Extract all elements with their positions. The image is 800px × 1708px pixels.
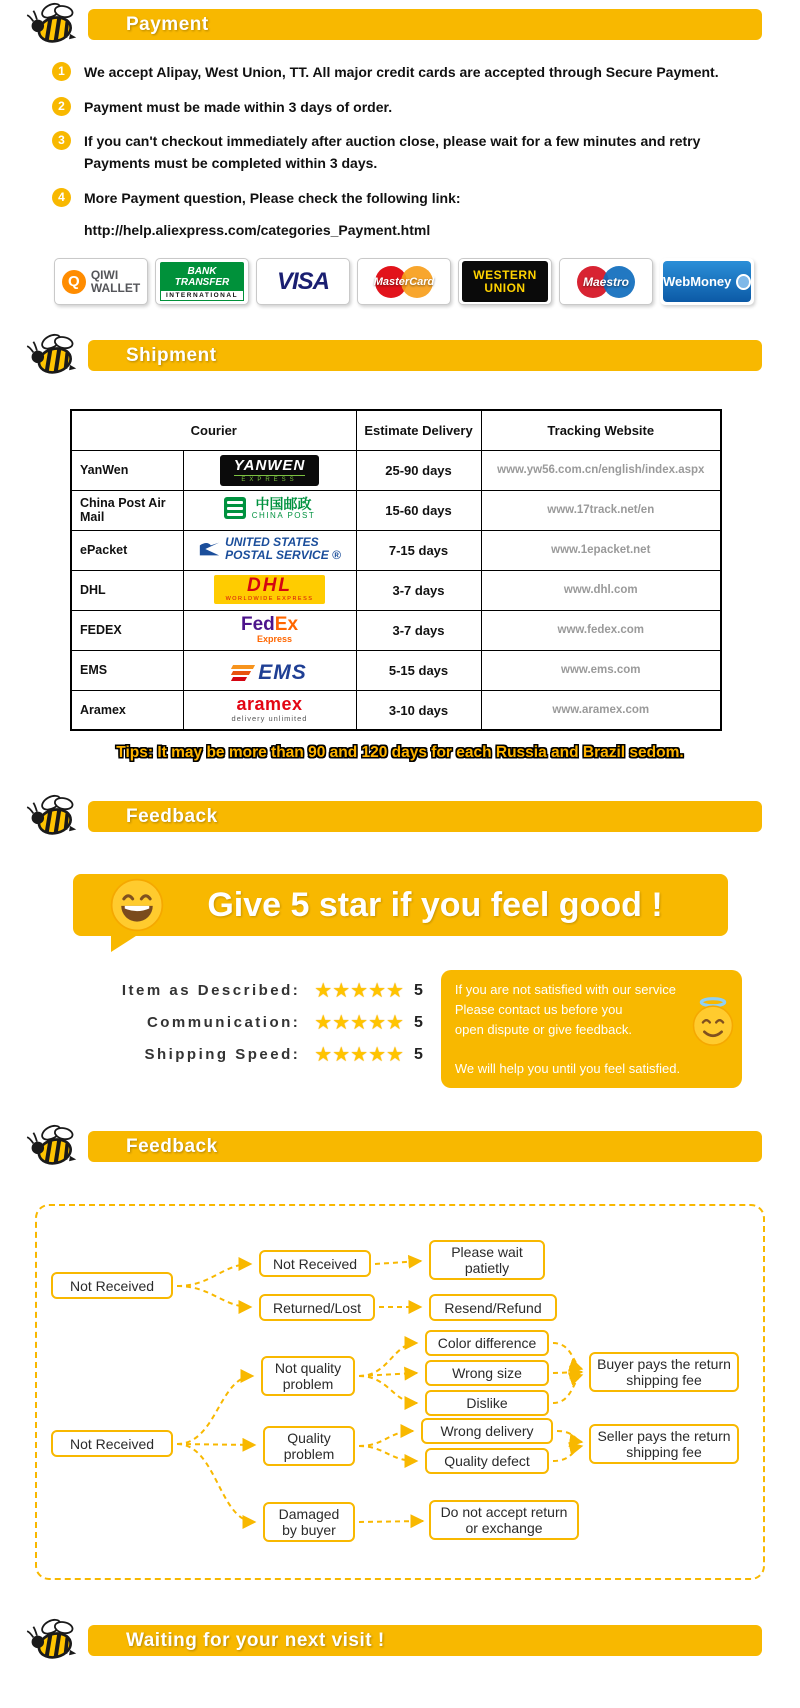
- flow-node-resend-refund: Resend/Refund: [429, 1294, 557, 1321]
- payment-item: [52, 97, 760, 119]
- aramex-label: aramex: [236, 693, 303, 714]
- china-post-cn-label: 中国邮政: [255, 495, 312, 512]
- payment-help-link: http://help.aliexpress.com/categories_Payment.html: [84, 222, 431, 239]
- footer-section-header: [0, 1616, 800, 1668]
- tracking-url: www.aramex.com: [481, 690, 721, 730]
- table-row: [71, 490, 721, 530]
- courier-name: EMS: [71, 650, 183, 690]
- bank-transfer-sublabel: INTERNATIONAL: [160, 291, 244, 301]
- tracking-url: www.1epacket.net: [481, 530, 721, 570]
- flowchart-banner: [88, 1131, 762, 1162]
- satisfaction-notice: [441, 970, 742, 1088]
- tracking-url: www.ems.com: [481, 650, 721, 690]
- qiwi-label2: WALLET: [90, 280, 141, 295]
- bee-icon: [24, 792, 82, 842]
- notice-line: If you are not satisfied with our service: [454, 982, 676, 998]
- bank-transfer-label: BANK TRANSFER: [160, 262, 244, 291]
- flowchart-title: Feedback: [126, 1136, 218, 1158]
- courier-logo-cell: [183, 650, 356, 690]
- maestro-label: Maestro: [582, 274, 629, 289]
- payment-item-text: If you can't checkout immediately after auction close, please wait for a few minutes and retry Payments must be completed within 3 days.: [84, 133, 701, 172]
- shipping-tips: Tips: It may be more than 90 and 120 days for each Russia and Brazil sedom.: [116, 744, 684, 762]
- rating-label: Item as Described:: [121, 982, 301, 1000]
- usps-label2: POSTAL SERVICE ®: [225, 548, 341, 563]
- five-star-banner: [73, 874, 728, 936]
- notice-line: We will help you until you feel satisfied.: [454, 1061, 681, 1077]
- yanwen-logo: [220, 455, 320, 486]
- tracking-url: www.fedex.com: [481, 610, 721, 650]
- flow-node-not-quality-problem: Not quality problem: [261, 1356, 355, 1396]
- flow-node-quality-defect: Quality defect: [425, 1448, 549, 1474]
- angel-emoji-icon: [688, 996, 738, 1055]
- item-number-badge: 1: [52, 62, 71, 81]
- dispute-flowchart: [35, 1204, 765, 1580]
- usps-label1: UNITED STATES: [225, 534, 319, 549]
- flow-node-not-received-mid: Not Received: [259, 1250, 371, 1277]
- col-tracking: Tracking Website: [481, 410, 721, 450]
- yanwen-sublabel: EXPRESS: [234, 475, 306, 483]
- courier-name: YanWen: [71, 450, 183, 490]
- star-rating: [314, 1042, 404, 1067]
- rating-row: [64, 1010, 423, 1035]
- webmoney-logo: [660, 258, 754, 305]
- delivery-time: 3-10 days: [356, 690, 481, 730]
- ems-logo: [232, 661, 307, 685]
- usps-logo: [198, 536, 341, 564]
- feedback-section-header: [0, 792, 800, 844]
- qiwi-label: QIWI: [90, 267, 119, 282]
- china-post-en-label: CHINA POST: [251, 511, 316, 521]
- star-icon: ★: [332, 1044, 351, 1067]
- visa-label: VISA: [276, 267, 329, 295]
- courier-logo-cell: [183, 610, 356, 650]
- table-row: [71, 450, 721, 490]
- feedback-title: Feedback: [126, 806, 218, 828]
- courier-logo-cell: [183, 530, 356, 570]
- flowchart-connectors: [37, 1206, 763, 1578]
- payment-item-text: More Payment question, Please check the following link:: [84, 189, 461, 206]
- ratings-list: [64, 970, 423, 1088]
- flow-node-wrong-delivery: Wrong delivery: [421, 1418, 553, 1444]
- payment-item: [52, 131, 760, 174]
- delivery-time: 25-90 days: [356, 450, 481, 490]
- table-row: [71, 650, 721, 690]
- payment-section: [0, 52, 800, 305]
- table-row: [71, 530, 721, 570]
- courier-name: China Post Air Mail: [71, 490, 183, 530]
- star-icon: ★: [386, 1012, 404, 1035]
- flow-node-not-received-2: Not Received: [51, 1430, 173, 1457]
- dhl-sublabel: WORLDWIDE EXPRESS: [225, 596, 314, 603]
- smiley-emoji-icon: [109, 877, 165, 938]
- shipment-title: Shipment: [126, 345, 217, 367]
- flow-node-damaged-by-buyer: Damaged by buyer: [263, 1502, 355, 1542]
- courier-logo-cell: [183, 490, 356, 530]
- ems-stripes-icon: [232, 665, 254, 681]
- five-star-banner-text: Give 5 star if you feel good !: [207, 886, 663, 925]
- flow-node-returned-lost: Returned/Lost: [259, 1294, 375, 1321]
- dhl-logo: [214, 575, 326, 604]
- star-rating: [314, 1010, 404, 1035]
- flow-node-buyer-pays: Buyer pays the return shipping fee: [589, 1352, 739, 1392]
- item-number-badge: 3: [52, 131, 71, 150]
- payment-methods-row: [54, 258, 758, 305]
- payment-item-text: Payment must be made within 3 days of order.: [84, 98, 393, 115]
- star-icon: ★: [332, 980, 351, 1003]
- bee-icon: [24, 1122, 82, 1172]
- star-icon: ★: [368, 1044, 387, 1067]
- star-icon: ★: [368, 1012, 387, 1035]
- feedback-section: [0, 874, 800, 1088]
- delivery-time: 7-15 days: [356, 530, 481, 570]
- banner-tail: [111, 934, 139, 952]
- china-post-emblem-icon: [224, 497, 246, 519]
- table-row: [71, 610, 721, 650]
- courier-logo-cell: [183, 570, 356, 610]
- qiwi-wallet-logo: [54, 258, 148, 305]
- star-icon: ★: [350, 980, 369, 1003]
- yanwen-label: YANWEN: [233, 456, 306, 474]
- flow-node-please-wait: Please wait patietly: [429, 1240, 545, 1280]
- bee-icon: [24, 1616, 82, 1666]
- fedex-logo: [241, 614, 298, 644]
- tracking-url: www.dhl.com: [481, 570, 721, 610]
- flow-node-quality-problem: Quality problem: [263, 1426, 355, 1466]
- rating-score: 5: [413, 1045, 423, 1063]
- star-icon: ★: [332, 1012, 351, 1035]
- star-icon: ★: [350, 1012, 369, 1035]
- western-union-label1: WESTERN: [473, 267, 537, 282]
- footer-banner: [88, 1625, 762, 1656]
- maestro-logo: [559, 258, 653, 305]
- courier-name: FEDEX: [71, 610, 183, 650]
- star-icon: ★: [368, 980, 387, 1003]
- rating-score: 5: [413, 981, 423, 999]
- shipment-banner: [88, 340, 762, 371]
- table-row: [71, 690, 721, 730]
- delivery-time: 3-7 days: [356, 570, 481, 610]
- rating-label: Shipping Speed:: [144, 1046, 301, 1064]
- col-delivery: Estimate Delivery: [356, 410, 481, 450]
- payment-banner: [88, 9, 762, 40]
- tracking-url: www.17track.net/en: [481, 490, 721, 530]
- qiwi-icon: Q: [62, 270, 86, 294]
- payment-item-text: We accept Alipay, West Union, TT. All major credit cards are accepted through Secure Payment.: [84, 64, 719, 80]
- star-icon: ★: [314, 980, 333, 1003]
- webmoney-label: WebMoney: [663, 274, 732, 290]
- star-icon: ★: [350, 1044, 369, 1067]
- visa-logo: [256, 258, 350, 305]
- bank-transfer-logo: [155, 258, 249, 305]
- flow-node-seller-pays: Seller pays the return shipping fee: [589, 1424, 739, 1464]
- courier-name: Aramex: [71, 690, 183, 730]
- flowchart-section-header: [0, 1122, 800, 1174]
- courier-name: ePacket: [71, 530, 183, 570]
- rating-row: [64, 1042, 423, 1067]
- footer-text: Waiting for your next visit !: [126, 1630, 385, 1652]
- star-icon: ★: [386, 1044, 404, 1067]
- delivery-time: 15-60 days: [356, 490, 481, 530]
- rating-row: [64, 978, 423, 1003]
- payment-item: [52, 62, 760, 84]
- rating-label: Communication:: [146, 1014, 301, 1032]
- flow-node-no-return: Do not accept return or exchange: [429, 1500, 579, 1540]
- notice-line: open dispute or give feedback.: [454, 1021, 632, 1037]
- flow-node-not-received-1: Not Received: [51, 1272, 173, 1299]
- delivery-time: 3-7 days: [356, 610, 481, 650]
- payment-section-header: [0, 0, 800, 52]
- feedback-banner-bar: [88, 801, 762, 832]
- aramex-sublabel: delivery unlimited: [231, 713, 308, 723]
- courier-logo-cell: [183, 690, 356, 730]
- star-icon: ★: [314, 1012, 333, 1035]
- flow-node-wrong-size: Wrong size: [425, 1360, 549, 1386]
- col-courier: Courier: [71, 410, 356, 450]
- shipment-table: [70, 409, 722, 731]
- payment-item: [52, 188, 760, 210]
- rating-score: 5: [413, 1013, 423, 1031]
- notice-line: Please contact us before you: [454, 1002, 623, 1018]
- mastercard-logo: [357, 258, 451, 305]
- star-icon: ★: [314, 1044, 333, 1067]
- bee-icon: [24, 331, 82, 381]
- tracking-url: www.yw56.com.cn/english/index.aspx: [481, 450, 721, 490]
- western-union-label2: UNION: [484, 280, 526, 295]
- table-row: [71, 570, 721, 610]
- aramex-logo: [232, 695, 308, 723]
- fedex-ex-label: Ex: [274, 613, 299, 635]
- shipment-section-header: [0, 331, 800, 383]
- item-number-badge: 4: [52, 188, 71, 207]
- delivery-time: 5-15 days: [356, 650, 481, 690]
- shipment-section: [0, 409, 800, 762]
- fedex-sublabel: Express: [256, 633, 293, 644]
- item-number-badge: 2: [52, 97, 71, 116]
- courier-logo-cell: [183, 450, 356, 490]
- ems-label: EMS: [258, 660, 307, 684]
- bee-icon: [24, 0, 82, 50]
- courier-name: DHL: [71, 570, 183, 610]
- fedex-fed-label: Fed: [240, 613, 275, 635]
- flow-node-dislike: Dislike: [425, 1390, 549, 1416]
- payment-title: Payment: [126, 14, 209, 35]
- star-rating: [314, 978, 404, 1003]
- webmoney-globe-icon: [736, 274, 751, 290]
- china-post-logo: [224, 497, 315, 521]
- flow-node-color-difference: Color difference: [425, 1330, 549, 1356]
- feedback-ratings-row: [64, 970, 742, 1088]
- western-union-logo: [458, 258, 552, 305]
- usps-eagle-icon: [198, 538, 220, 560]
- table-header-row: [71, 410, 721, 450]
- star-icon: ★: [386, 980, 404, 1003]
- dhl-label: DHL: [246, 575, 293, 597]
- mastercard-label: MasterCard: [373, 275, 435, 288]
